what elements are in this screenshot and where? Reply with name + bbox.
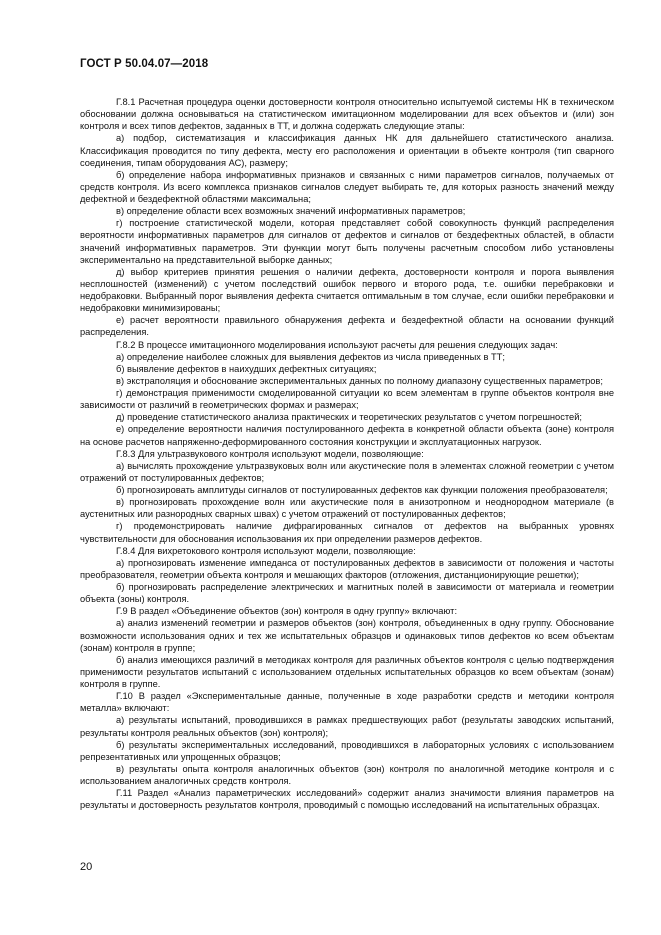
paragraph: г) построение статистической модели, которая представляет собой совокупность функций распределения вероятности информативных параметров для сигналов от дефектов и сигналов от бездефектных областей, в области значений информативных параметров. Эти функции могут быть получены расчетным способом либо установлены экспериментально на представительной выборке данных; <box>80 218 614 265</box>
paragraph: Г.8.2 В процессе имитационного моделирования используют расчеты для решения следующих задач: <box>116 339 558 350</box>
paragraph: в) определение области всех возможных значений информативных параметров; <box>116 206 466 217</box>
page-header-standard-number: ГОСТ Р 50.04.07—2018 <box>80 58 209 70</box>
paragraph: Г.10 В раздел «Экспериментальные данные, полученные в ходе разработки средств и методики контроля металла» включают: <box>80 691 614 714</box>
paragraph: а) анализ изменений геометрии и размеров объектов (зон) контроля, объединенных в одну группу. Обоснование возможности использования одних и тех же испытательных образцов и одинаковых типов дефектов ко всем объектам (зонам) контроля в группе; <box>80 618 614 653</box>
paragraph: б) результаты экспериментальных исследований, проводившихся в лабораторных условиях с использованием репрезентативных или упрощенных образцов; <box>80 739 614 762</box>
paragraph: Г.9 В раздел «Объединение объектов (зон) контроля в одну группу» включают: <box>116 606 458 617</box>
paragraph: а) результаты испытаний, проводившихся в рамках предшествующих работ (результаты заводских испытаний, результаты контроля реальных объектов (зон) контроля); <box>80 715 614 738</box>
paragraph: а) прогнозировать изменение импеданса от постулированных дефектов в зависимости от положения и частоты преобразователя, геометрии объекта контроля и мешающих факторов (отложения, дистанционирующие решетки); <box>80 557 614 580</box>
paragraph: б) определение набора информативных признаков и связанных с ними параметров сигналов, получаемых от средств контроля. Из всего комплекса признаков сигналов следует выбирать те, для которых разность значений между дефектной и бездефектной областями максимальна; <box>80 169 614 204</box>
paragraph: д) проведение статистического анализа практических и теоретических результатов с учетом погрешностей; <box>116 412 582 423</box>
paragraph: д) выбор критериев принятия решения о наличии дефекта, достоверности контроля и порога выявления несплошностей (изменений) с учетом последствий ошибок первого и второго рода, т.е. ошибки перебраковки и недобраковки. Выбранный порог выявления дефекта считается оптимальным в том случае, если ошибки перебраковки и недобраковки минимизированы; <box>80 266 614 314</box>
paragraph: г) демонстрация применимости смоделированной ситуации ко всем элементам в группе объектов контроля вне зависимости от различий в геометрических формах и размерах; <box>80 388 614 411</box>
paragraph: Г.8.4 Для вихретокового контроля используют модели, позволяющие: <box>116 545 416 556</box>
paragraph: а) определение наиболее сложных для выявления дефектов из числа приведенных в ТТ; <box>116 351 505 362</box>
paragraph: а) подбор, систематизация и классификация данных НК для дальнейшего статистического анализа. Классификация проводится по типу дефекта, месту его расположения и ориентации в объекте контроля (тип сварного соединения, типам оборудования АС), размеру; <box>80 133 614 168</box>
paragraph: б) анализ имеющихся различий в методиках контроля для различных объектов контроля с целью подтверждения применимости результатов испытаний с использованием отдельных испытательных образцов ко всем объектам (зонам) контроля в группе. <box>80 654 614 689</box>
paragraph: Г.8.3 Для ультразвукового контроля используют модели, позволяющие: <box>116 448 424 459</box>
paragraph: в) прогнозировать прохождение волн или акустические поля в анизотропном и неоднородном материале (в аустенитных или разнородных сварных швах) с учетом отражений от постулированных дефектов; <box>80 497 614 520</box>
paragraph: е) расчет вероятности правильного обнаружения дефекта и бездефектной области на основании функций распределения. <box>80 315 614 338</box>
paragraph: б) выявление дефектов в наихудших дефектных ситуациях; <box>116 363 377 374</box>
body-text <box>80 96 614 811</box>
paragraph: г) продемонстрировать наличие дифрагированных сигналов от дефектов на выбранных уровнях чувствительности для обоснования использования их при определении размеров дефектов. <box>80 521 614 544</box>
paragraph: Г.8.1 Расчетная процедура оценки достоверности контроля относительно испытуемой системы НК в техническом обосновании должна основываться на статистическом имитационном моделировании для всех объектов и (или) зон контроля и всех типов дефектов, заданных в ТТ, и должна содержать следующие этапы: <box>80 97 614 132</box>
paragraph: Г.11 Раздел «Анализ параметрических исследований» содержит анализ значимости влияния параметров на результаты и достоверность результатов контроля, проводимый с помощью исследований на испытательных образцах. <box>80 788 614 811</box>
paragraph: в) экстраполяция и обоснование экспериментальных данных по полному диапазону существенных параметров; <box>116 375 603 386</box>
paragraph: б) прогнозировать распределение электрических и магнитных полей в зависимости от материала и геометрии объекта (зоны) контроля. <box>80 582 614 605</box>
paragraph: в) результаты опыта контроля аналогичных объектов (зон) контроля по аналогичной методике контроля и с использованием аналогичных средств контроля. <box>80 763 614 786</box>
page-number: 20 <box>80 861 93 873</box>
paragraph: е) определение вероятности наличия постулированного дефекта в конкретной области объекта (зоне) контроля на основе расчетов напряженно-деформированного состояния конструкции и эксплуатационных нагрузок. <box>80 424 614 447</box>
paragraph: а) вычислять прохождение ультразвуковых волн или акустические поля в элементах сложной геометрии с учетом отражений от постулированных дефектов; <box>80 460 614 483</box>
paragraph: б) прогнозировать амплитуды сигналов от постулированных дефектов как функции положения преобразователя; <box>116 485 608 495</box>
